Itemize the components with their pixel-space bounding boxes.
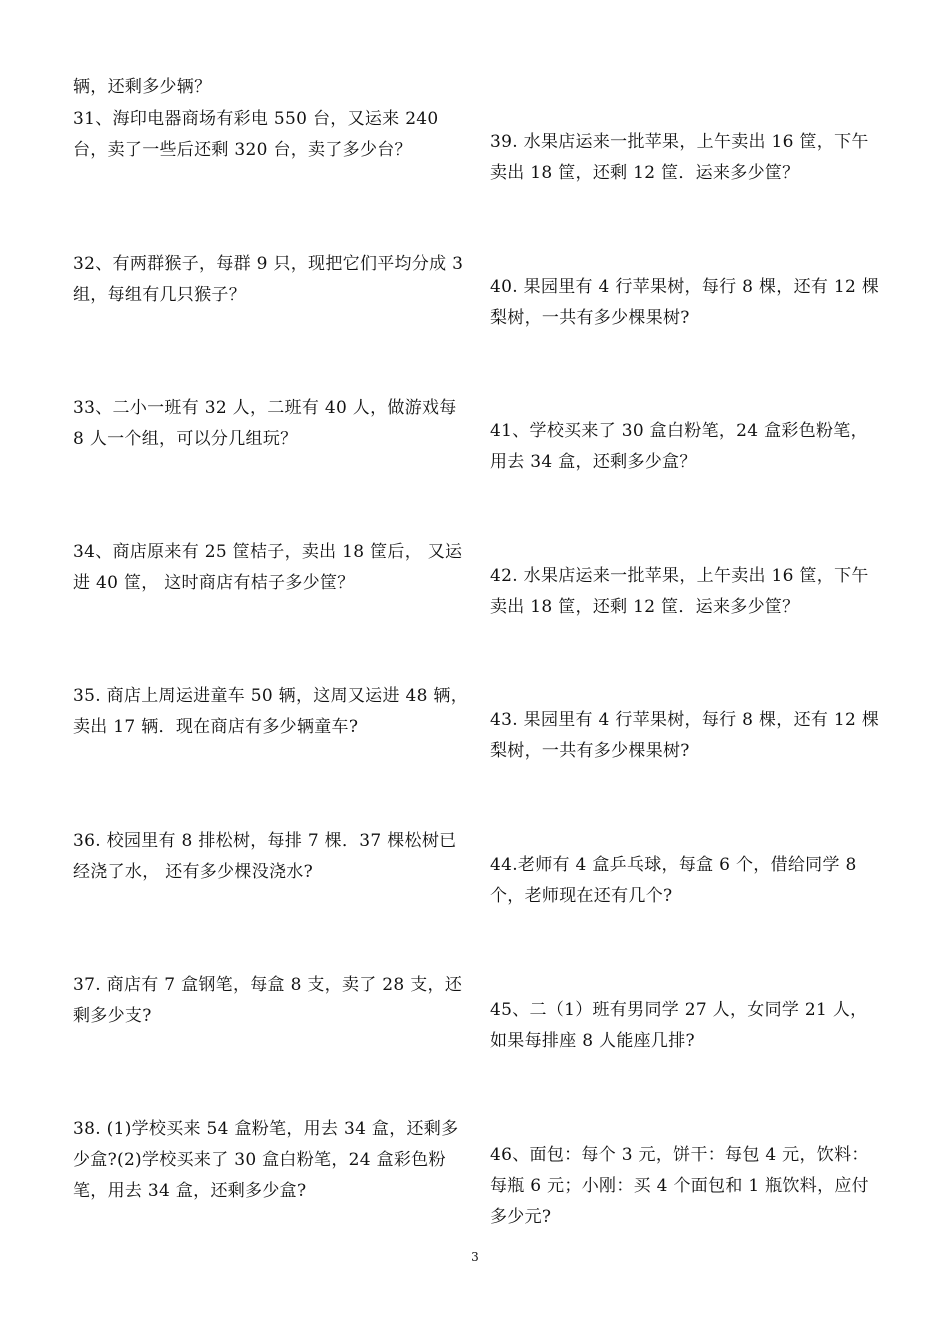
problem-35: 35. 商店上周运进童车 50 辆，这周又运进 48 辆，卖出 17 辆．现在商店有多少辆童车? [73, 686, 469, 737]
problem-37: 37. 商店有 7 盒钢笔，每盒 8 支，卖了 28 支，还剩多少支? [73, 975, 463, 1026]
problem-41: 41、学校买来了 30 盒白粉笔，24 盒彩色粉笔，用去 34 盒，还剩多少盒？ [490, 421, 868, 472]
problem-42: 42. 水果店运来一批苹果，上午卖出 16 筐，下午卖出 18 筐，还剩 12 筐．运来多少筐？ [490, 566, 869, 617]
problem-36: 36. 校园里有 8 排松树，每排 7 棵．37 棵松树已经浇了水， 还有多少棵没浇水? [73, 831, 457, 882]
problem-34: 34、商店原来有 25 筐桔子，卖出 18 筐后， 又运进 40 筐， 这时商店有桔子多少筐？ [73, 542, 463, 593]
problem-40: 40. 果园里有 4 行苹果树，每行 8 棵，还有 12 棵梨树，一共有多少棵果树? [490, 277, 880, 328]
problem-43: 43. 果园里有 4 行苹果树，每行 8 棵，还有 12 棵梨树，一共有多少棵果树? [490, 710, 880, 761]
problem-38: 38. (1)学校买来 54 盒粉笔，用去 34 盒，还剩多少盒?(2)学校买来了 30 盒白粉笔，24 盒彩色粉笔，用去 34 盒，还剩多少盒? [73, 1119, 459, 1201]
problem-31: 31、海印电器商场有彩电 550 台，又运来 240 台，卖了一些后还剩 320 台，卖了多少台？ [73, 109, 439, 160]
problem-45: 45、二（1）班有男同学 27 人，女同学 21 人，如果每排座 8 人能座几排? [490, 1000, 868, 1051]
problem-30-continuation: 辆，还剩多少辆？ [73, 77, 212, 97]
problem-33: 33、二小一班有 32 人，二班有 40 人，做游戏每 8 人一个组，可以分几组玩？ [73, 398, 457, 449]
problem-39: 39. 水果店运来一批苹果，上午卖出 16 筐，下午卖出 18 筐，还剩 12 筐．运来多少筐？ [490, 132, 869, 183]
page-number: 3 [471, 1250, 479, 1264]
problem-32: 32、有两群猴子，每群 9 只，现把它们平均分成 3 组，每组有几只猴子？ [73, 254, 464, 305]
problem-44: 44.老师有 4 盒乒乓球，每盒 6 个，借给同学 8 个，老师现在还有几个? [490, 855, 857, 906]
problem-46: 46、面包：每个 3 元，饼干：每包 4 元，饮料：每瓶 6 元；小刚：买 4 个面包和 1 瓶饮料，应付多少元? [490, 1145, 869, 1227]
